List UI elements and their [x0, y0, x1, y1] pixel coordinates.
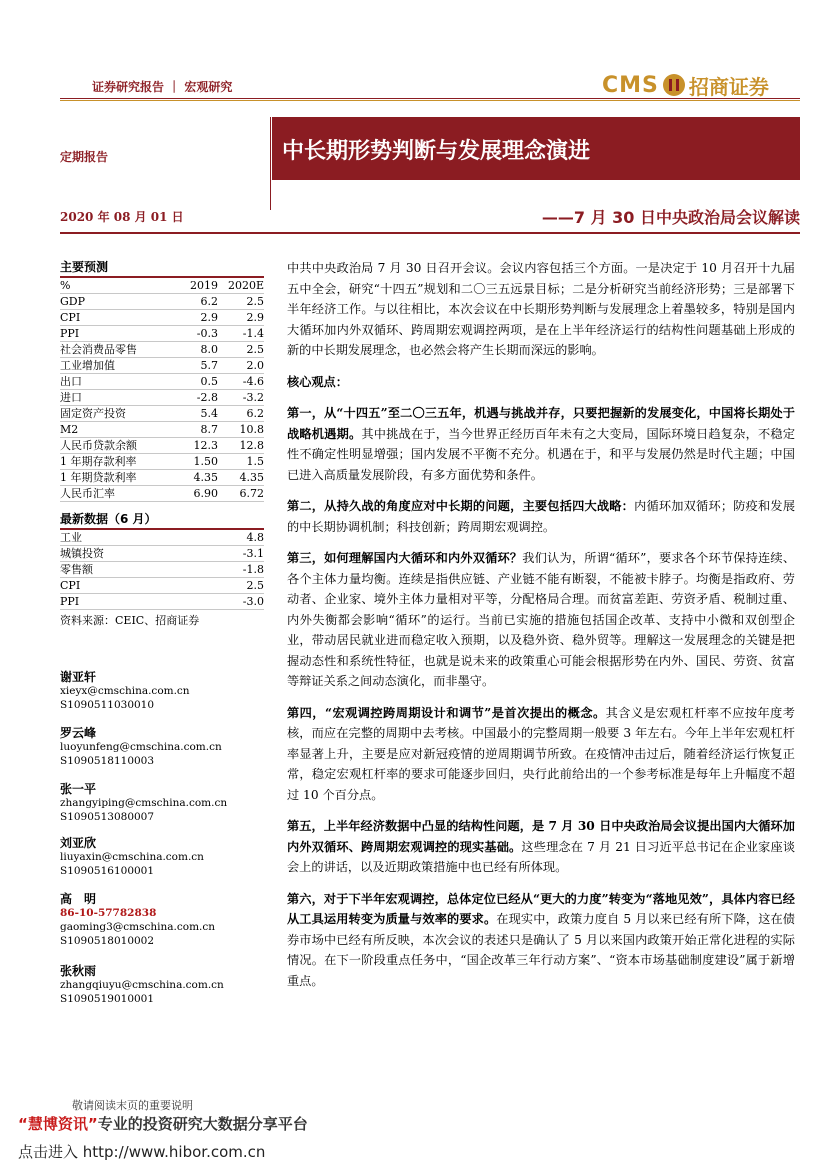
forecast-indicator: M2: [60, 423, 79, 436]
forecast-2020e-value: 1.5: [246, 455, 264, 468]
analyst-cert-code: S1090518110003: [60, 755, 155, 767]
view-6-lead: 第六，对于下半年宏观调控，总体定位已经从“更大的力度”转变为“落地见效”，具体内容已经从工具运用转变为质量与效率的要求。: [287, 891, 795, 926]
forecast-2020e-value: 12.8: [239, 439, 264, 452]
report-category-label: 证券研究报告 ｜ 宏观研究: [92, 80, 233, 94]
forecast-row: [60, 326, 264, 342]
header-rule: [60, 98, 800, 99]
latest-value: 2.5: [246, 579, 264, 592]
forecast-row: [60, 294, 264, 310]
forecast-header-row: [60, 278, 264, 294]
latest-data-row: [60, 562, 264, 578]
latest-indicator: 城镇投资: [60, 547, 104, 560]
forecast-2020e-value: 6.72: [239, 487, 264, 500]
view-2-lead: 第二，从持久战的角度应对中长期的问题，主要包括四大战略：: [287, 499, 635, 513]
forecast-row: [60, 438, 264, 454]
logo-en-text: CMS: [602, 72, 659, 98]
view-1-text: 其中挑战在于，当今世界正经历百年未有之大变局，国际环境日趋复杂，不稳定性不确定性明显增强；国内发展不平衡不充分。机遇在于，和平与发展仍然是时代主题；中国已进入高质量发展阶段，有多方面优势和条件。: [287, 426, 796, 482]
forecast-2019-value: 1.50: [193, 455, 218, 468]
view-paragraph-5: [287, 816, 795, 878]
analyst-email[interactable]: gaoming3@cmschina.com.cn: [60, 921, 216, 933]
forecast-2019-value: 8.7: [200, 423, 218, 436]
forecast-2019-value: 5.7: [200, 359, 218, 372]
forecast-2019-value: 2.9: [200, 311, 218, 324]
view-paragraph-3: [287, 548, 795, 692]
company-logo: [602, 70, 769, 100]
forecast-col-2019: 2019: [190, 279, 218, 292]
analyst-email[interactable]: luoyunfeng@cmschina.com.cn: [60, 741, 222, 753]
forecast-indicator: 固定资产投资: [60, 407, 126, 420]
latest-value: -3.1: [242, 547, 264, 560]
header-rule-gold: [60, 100, 800, 101]
analyst-name: 谢亚轩: [60, 670, 97, 684]
analyst-cert-code: S1090513080007: [60, 811, 155, 823]
view-3-lead: 第三，如何理解国内大循环和内外双循环？: [287, 551, 523, 565]
view-4-lead: 第四，“宏观调控跨周期设计和调节”是首次提出的概念。: [287, 705, 606, 720]
forecast-2020e-value: 4.35: [239, 471, 264, 484]
forecast-2020e-value: 2.0: [246, 359, 264, 372]
forecast-row: [60, 470, 264, 486]
latest-value: -3.0: [242, 595, 264, 608]
forecast-indicator: CPI: [60, 311, 81, 324]
view-6-text: 在现实中，政策力度自 5 月以来已经有所下降，这在债券市场中已经有所反映，本次会议的表述只是确认了 5 月以来国内政策开始正常化进程的实际情况。在下一阶段重点任务中，“国企改革三年行动方案”、“资本市场基础制度建设”属于新增重点。: [287, 912, 795, 988]
forecast-2020e-value: -1.4: [242, 327, 264, 340]
latest-data-heading: 最新数据（6 月）: [60, 508, 264, 530]
analyst-card: [60, 782, 264, 824]
view-2-text: 内循环加双循环；防疫和发展的中长期协调机制；科技创新；跨周期宏观调控。: [287, 499, 796, 534]
forecast-2020e-value: -4.6: [242, 375, 264, 388]
watermark-brand: [18, 1113, 308, 1134]
view-paragraph-6: [287, 889, 795, 992]
forecast-2019-value: 4.35: [193, 471, 218, 484]
view-paragraph-2: [287, 496, 795, 537]
analyst-card: [60, 892, 264, 948]
analyst-phone: 86-10-57782838: [60, 907, 157, 919]
analyst-name: 张一平: [60, 782, 97, 796]
report-body: [287, 258, 795, 1002]
forecast-2019-value: 8.0: [200, 343, 218, 356]
watermark-brand-text: 专业的投资研究大数据分享平台: [97, 1115, 308, 1133]
latest-value: 4.8: [246, 531, 264, 544]
forecast-2019-value: -0.3: [196, 327, 218, 340]
analyst-email[interactable]: liuyaxin@cmschina.com.cn: [60, 851, 204, 863]
forecast-2019-value: 6.90: [193, 487, 218, 500]
forecast-row: [60, 454, 264, 470]
analyst-cert-code: S1090518010002: [60, 935, 155, 947]
view-paragraph-4: [287, 703, 795, 806]
forecast-row: [60, 342, 264, 358]
core-views-heading: 核心观点：: [287, 374, 348, 389]
forecast-indicator: 进口: [60, 391, 82, 404]
view-5-text: 这些理念在 7 月 21 日习近平总书记在企业家座谈会上的讲话，以及近期政策措施中也已经有所体现。: [287, 839, 796, 874]
analyst-cert-code: S1090511030010: [60, 699, 155, 711]
watermark-link[interactable]: 点击进入 http://www.hibor.com.cn: [18, 1143, 266, 1161]
analyst-card: [60, 964, 264, 1006]
forecast-2020e-value: -3.2: [242, 391, 264, 404]
analyst-card: [60, 670, 264, 712]
latest-data-row: [60, 578, 264, 594]
forecast-indicator: 工业增加值: [60, 359, 115, 372]
analyst-card: [60, 726, 264, 768]
view-4-text: 其含义是宏观杠杆率不应按年度考核，而应在完整的周期中去考核。中国最小的完整周期一般要 3 年左右。今年上半年宏观杠杆率显著上升，主要是应对新冠疫情的逆周期调节所致。在疫情冲击过后，随着经济运行恢复正常，稳定宏观杠杆率的要求可能逐步回归，央行此前给出的一个参考标准是每年上升幅度不超过 10 个百分点。: [287, 705, 795, 802]
logo-emblem-icon: [663, 74, 685, 96]
latest-data-row: [60, 594, 264, 610]
forecast-2019-value: 5.4: [200, 407, 218, 420]
forecast-2019-value: 12.3: [193, 439, 218, 452]
forecast-row: [60, 486, 264, 502]
forecast-row: [60, 422, 264, 438]
forecast-indicator: GDP: [60, 295, 86, 308]
sidebar: [60, 256, 264, 628]
view-3-text: 我们认为，所谓“循环”，要求各个环节保持连续、各个主体力量均衡。连续是指供应链、产业链不能有断裂，不能被卡脖子。均衡是指政府、劳动者、企业家、境外主体力量相对平等，分配格局合理。而贫富差距、劳资矛盾、税制过重、内外失衡都会影响“循环”的运行。当前已实施的措施包括国企改革、支持中小微和双创型企业，带动居民就业进而稳定收入预期，以及稳外资、稳外贸等。理解这一发展理念的关键是把握动态性和系统性特征，也就是说未来的政策重心可能会根据形势在内外、国民、劳资、贫富等辩证关系之间动态演化，而非墨守。: [287, 551, 796, 688]
forecast-2020e-value: 6.2: [246, 407, 264, 420]
view-1-lead: 第一，从“十四五”至二〇三五年，机遇与挑战并存，只要把握新的发展变化，中国将长期处于战略机遇期。: [287, 406, 795, 441]
forecast-2019-value: 6.2: [200, 295, 218, 308]
forecast-row: [60, 390, 264, 406]
watermark-brand-name: “慧博资讯”: [18, 1115, 98, 1133]
forecast-2020e-value: 2.9: [246, 311, 264, 324]
forecast-2019-value: -2.8: [196, 391, 218, 404]
logo-cn-text: 招商证券: [688, 74, 769, 99]
analyst-cert-code: S1090516100001: [60, 865, 155, 877]
latest-indicator: PPI: [60, 595, 80, 608]
analyst-name: 刘亚欣: [60, 836, 97, 850]
forecast-indicator: 出口: [60, 375, 82, 388]
forecast-row: [60, 358, 264, 374]
title-divider: [270, 117, 271, 210]
latest-indicator: 零售额: [60, 563, 93, 576]
intro-paragraph: 中共中央政治局 7 月 30 日召开会议。会议内容包括三个方面。一是决定于 10 月召开十九届五中全会，研究“十四五”规划和二〇三五远景目标；二是分析研究当前经济形势；三是部署下半年经济工作。与以往相比，本次会议在中长期形势判断与发展理念上着墨较多，特别是国内大循环加内外双循环、跨周期宏观调控两项，是在上半年经济运行的结构性问题基础上形成的新的中长期发展理念，也必然会将产生长期而深远的影响。: [287, 261, 795, 357]
analyst-name: 罗云峰: [60, 726, 97, 740]
forecast-2020e-value: 10.8: [239, 423, 264, 436]
forecast-2019-value: 0.5: [200, 375, 218, 388]
forecast-indicator: 人民币汇率: [60, 487, 115, 500]
data-source-note: 资料来源：CEIC、招商证券: [60, 614, 200, 627]
report-subtitle: ——7 月 30 日中央政治局会议解读: [541, 208, 800, 227]
disclaimer-note: 敬请阅读末页的重要说明: [72, 1099, 193, 1112]
forecast-indicator: 人民币贷款余额: [60, 439, 137, 452]
analyst-card: [60, 836, 264, 878]
subtitle-rule: [60, 232, 800, 234]
forecast-indicator: 1 年期存款利率: [60, 455, 137, 468]
forecast-col-unit: %: [60, 279, 71, 292]
view-paragraph-1: [287, 403, 795, 485]
forecast-row: [60, 374, 264, 390]
latest-indicator: CPI: [60, 579, 81, 592]
forecast-row: [60, 310, 264, 326]
latest-value: -1.8: [242, 563, 264, 576]
latest-indicator: 工业: [60, 531, 82, 544]
forecast-indicator: PPI: [60, 327, 80, 340]
report-type-label: 定期报告: [60, 150, 109, 164]
latest-data-row: [60, 546, 264, 562]
analyst-email[interactable]: zhangqiuyu@cmschina.com.cn: [60, 979, 224, 991]
analyst-email[interactable]: xieyx@cmschina.com.cn: [60, 685, 190, 697]
forecast-col-2020e: 2020E: [227, 279, 264, 292]
forecast-row: [60, 406, 264, 422]
analyst-cert-code: S1090519010001: [60, 993, 155, 1005]
forecast-indicator: 社会消费品零售: [60, 343, 137, 356]
report-title: 中长期形势判断与发展理念演进: [282, 139, 591, 164]
forecast-2020e-value: 2.5: [246, 343, 264, 356]
forecast-indicator: 1 年期贷款利率: [60, 471, 137, 484]
latest-data-row: [60, 530, 264, 546]
analyst-name: 张秋雨: [60, 964, 97, 978]
forecast-2020e-value: 2.5: [246, 295, 264, 308]
view-5-lead: 第五，上半年经济数据中凸显的结构性问题，是 7 月 30 日中央政治局会议提出国内大循环加内外双循环、跨周期宏观调控的现实基础。: [287, 819, 795, 854]
analyst-name: 高 明: [60, 892, 97, 906]
report-date: 2020 年 08 月 01 日: [60, 210, 184, 224]
forecast-heading: 主要预测: [60, 256, 264, 278]
analyst-email[interactable]: zhangyiping@cmschina.com.cn: [60, 797, 228, 809]
